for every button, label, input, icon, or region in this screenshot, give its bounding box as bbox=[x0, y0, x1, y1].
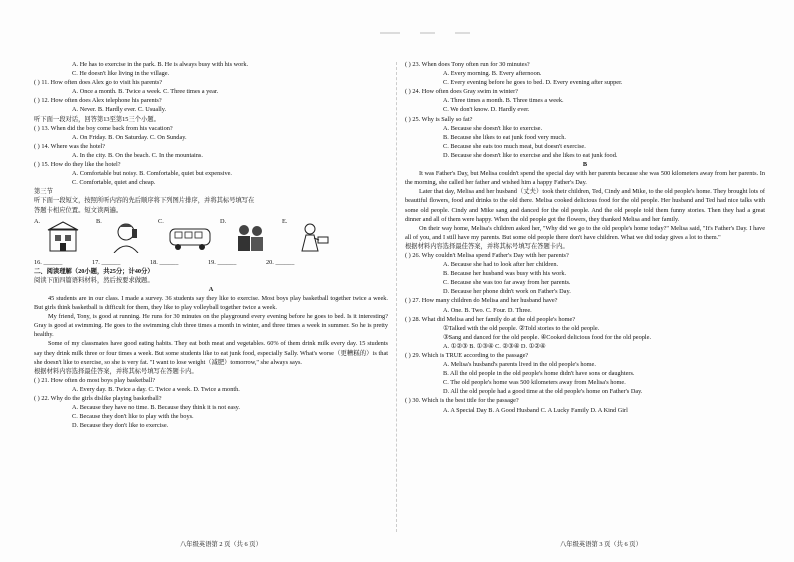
question-line: 听下面一段对话，回答第13至第15三个小题。 bbox=[34, 115, 160, 123]
picture-b bbox=[96, 217, 158, 255]
answer-options: B. Because she likes to eat junk food very much. bbox=[443, 133, 566, 141]
picture-label: B. bbox=[96, 217, 102, 225]
reading-questions-a-cont bbox=[405, 60, 765, 160]
blank-19[interactable]: 19. ______ bbox=[208, 258, 237, 266]
question-line: ( ) 13. When did the boy come back from his vacation? bbox=[34, 124, 173, 132]
question-line: ( ) 26. Why couldn't Melisa spend Father's Day with her parents? bbox=[405, 251, 569, 259]
question-line: ( ) 12. How often does Alex telephone his parents? bbox=[34, 97, 162, 105]
bus-icon bbox=[168, 221, 214, 253]
picture-d bbox=[220, 217, 282, 255]
picture-label: A. bbox=[34, 217, 41, 225]
question-line: 第三节 bbox=[34, 188, 53, 196]
question-line: 听下面一段短文，按照所听内容的先后顺序将下列图片排序，并将其标号填写在 bbox=[34, 197, 255, 205]
question-line: ( ) 11. How often does Alex go to visit his parents? bbox=[34, 79, 163, 87]
question-line: ( ) 30. Which is the best title for the passage? bbox=[405, 397, 519, 405]
building-icon bbox=[44, 221, 84, 253]
answer-options: B. All the old people in the old people's home didn't have sons or daughters. bbox=[443, 370, 635, 378]
answer-options: A. Every morning. B. Every afternoon. bbox=[443, 70, 542, 78]
answer-options: A. Never. B. Hardly ever. C. Usually. bbox=[72, 106, 167, 114]
footer-page-3: 八年级英语第 3 页（共 6 页） bbox=[560, 541, 642, 548]
listening-questions bbox=[34, 60, 388, 215]
answer-options: A. Three times a month. B. Three times a week. bbox=[443, 97, 564, 105]
passage-b-label: B bbox=[582, 161, 588, 169]
answer-options: D. Because her phone didn't work on Father's Day. bbox=[443, 288, 571, 296]
section-note: 阅读下面四篇语料材料，然后按要求做题。 bbox=[34, 276, 154, 284]
answer-options: C. Because she eats too much meat, but doesn't exercise. bbox=[443, 142, 586, 150]
instruction-b: 根据材料内容选择最佳答案，并将其标号填写在答题卡内。 bbox=[405, 242, 569, 250]
answer-options: A. A Special Day B. A Good Husband C. A Lucky Family D. A Kind Girl bbox=[443, 406, 628, 414]
answer-options: A. Because they have no time. B. Because they think it is not easy. bbox=[72, 404, 240, 412]
answer-options: D. Because they don't like to exercise. bbox=[72, 422, 169, 430]
left-column bbox=[34, 60, 388, 430]
blank-17[interactable]: 17. ______ bbox=[92, 258, 121, 266]
blank-18[interactable]: 18. ______ bbox=[150, 258, 179, 266]
answer-options: D. All the old people had a good time at the old people's home on Father's Day. bbox=[443, 388, 643, 396]
cooking-person-icon bbox=[292, 221, 332, 253]
picture-row bbox=[34, 217, 388, 255]
passage-b-para-3: On their way home, Melisa's children asked her, "Why did we go to the old people's home today?" Melisa said, "It's Father's Day. I have all of you, and I still have my parents. But some old people there don't have children. What we did today gives a lot to them." bbox=[405, 224, 765, 241]
answer-options: B. Because her husband was busy with his work. bbox=[443, 270, 567, 278]
question-line: 答题卡相应位置。短文读两遍。 bbox=[34, 206, 123, 214]
passage-a-para-2: My friend, Tony, is good at running. He runs for 30 minutes on the playground every evening before he goes to bed. Is it interesting? Gray is good at swimming. He goes to the swimming club three times a month in winter, and three times a week in summer. So he is pretty healthy. bbox=[34, 313, 388, 339]
picture-label: D. bbox=[220, 217, 227, 225]
question-line: ( ) 21. How often do most boys play basketball? bbox=[34, 376, 156, 384]
picture-e bbox=[282, 217, 344, 255]
picture-a bbox=[34, 217, 96, 255]
answer-options: A. In the city. B. On the beach. C. In the mountains. bbox=[72, 151, 203, 159]
answer-options: A. He has to exercise in the park. B. He is always busy with his work. bbox=[72, 61, 249, 68]
reading-questions-b bbox=[405, 251, 765, 415]
picture-label: E. bbox=[282, 217, 288, 225]
answer-options: ①Talked with the old people. ②Told stories to the old people. bbox=[443, 324, 600, 332]
answer-options: C. Every evening before he goes to bed. D. Every evening after supper. bbox=[443, 79, 623, 87]
answer-blanks bbox=[34, 258, 388, 267]
answer-options: A. On Friday. B. On Saturday. C. On Sunday. bbox=[72, 133, 187, 141]
question-line: ( ) 28. What did Melisa and her family do at the old people's home? bbox=[405, 315, 576, 323]
answer-options: C. He doesn't like living in the village. bbox=[72, 70, 170, 78]
passage-b-para-2: Later that day, Melisa and her husband（丈夫）took their children, Ted, Cindy and Mike, to the old people's home. They brought lots of beautiful flowers, food and drinks to the old there. Melisa cooked delicious food for the old people. Her husband and Ted had nice talks with some old people. Cindy and Mike sang and danced for the old people. And the old people told them funny stories. Then they had a great dinner and all of them were happy. When the old people got the flowers, they thanked Melisa and her family. bbox=[405, 188, 765, 223]
answer-options: C. Because they don't like to play with the boys. bbox=[72, 413, 194, 421]
answer-options: D. Because she doesn't like to exercise and she likes to eat junk food. bbox=[443, 151, 618, 159]
footer-page-2: 八年级英语第 2 页（共 6 页） bbox=[180, 541, 262, 548]
person-phone-icon bbox=[106, 221, 146, 253]
answer-options: A. Melisa's husband's parents lived in the old people's home. bbox=[443, 361, 596, 369]
passage-a-para-3: Some of my classmates have good eating habits. They eat both meat and vegetables. 60% of them drink milk every day. 15 students say they drink milk three or four times a week. But some students like to eat junk food, especially Sally. What's worse（更糟糕的）is that she doesn't like to exercise, so she is very fat. "I want to lose weight（减肥）tomorrow," she always says. bbox=[34, 340, 388, 366]
answer-options: A. Every day. B. Twice a day. C. Twice a week. D. Twice a month. bbox=[72, 385, 240, 393]
blank-16[interactable]: 16. ______ bbox=[34, 258, 63, 266]
answer-options: A. Because she had to look after her children. bbox=[443, 261, 559, 269]
answer-options: A. ①②③ B. ①③④ C. ②③④ D. ①②④ bbox=[443, 342, 546, 350]
right-column bbox=[405, 60, 765, 415]
people-icon bbox=[230, 221, 270, 253]
instruction-a: 根据材料内容选择最佳答案，并将其标号填写在答题卡内。 bbox=[34, 367, 198, 375]
answer-options: C. Because she was too far away from her parents. bbox=[443, 279, 571, 287]
answer-options: A. Because she doesn't like to exercise. bbox=[443, 124, 543, 132]
reading-questions-a bbox=[34, 376, 388, 431]
question-line: ( ) 15. How do they like the hotel? bbox=[34, 161, 121, 169]
question-line: ( ) 22. Why do the girls dislike playing basketball? bbox=[34, 395, 162, 402]
answer-options: C. The old people's home was 500 kilometers away from Melisa's home. bbox=[443, 379, 626, 387]
answer-options: ③Sang and danced for the old people. ④Cooked delicious food for the old people. bbox=[443, 333, 652, 341]
answer-options: A. One. B. Two. C. Four. D. Three. bbox=[443, 306, 532, 314]
passage-a-label: A bbox=[208, 285, 214, 293]
question-line: ( ) 27. How many children do Melisa and her husband have? bbox=[405, 297, 558, 305]
picture-label: C. bbox=[158, 217, 164, 225]
scan-mark bbox=[380, 22, 470, 24]
passage-a-para-1: 45 students are in our class. I made a survey. 36 students say they like to exercise. Most boys play basketball together twice a week. But girls think basketball is difficult for them, they like to play volleyball together twice a week. bbox=[34, 294, 388, 312]
question-line: ( ) 25. Why is Sally so fat? bbox=[405, 115, 473, 123]
column-divider bbox=[396, 62, 397, 532]
answer-options: C. We don't know. D. Hardly ever. bbox=[443, 106, 530, 114]
section-title: 二、阅读理解（20小题，共25分；计40分） bbox=[34, 267, 154, 275]
question-line: ( ) 23. When does Tony often run for 30 minutes? bbox=[405, 61, 530, 68]
blank-20[interactable]: 20. ______ bbox=[266, 258, 295, 266]
question-line: ( ) 29. Which is TRUE according to the passage? bbox=[405, 352, 529, 359]
answer-options: A. Once a month. B. Twice a week. C. Three times a year. bbox=[72, 88, 219, 96]
passage-b-para-1: It was Father's Day, but Melisa couldn't spend the special day with her parents because she was 500 kilometers away from her parents. In the morning, she called her father and wished him a happy Father's Day. bbox=[405, 170, 765, 187]
picture-c bbox=[158, 217, 220, 255]
question-line: ( ) 24. How often does Gray swim in winter? bbox=[405, 88, 518, 96]
answer-options: A. Comfortable but noisy. B. Comfortable, quiet but expensive. bbox=[72, 170, 232, 178]
answer-options: C. Comfortable, quiet and cheap. bbox=[72, 179, 156, 187]
question-line: ( ) 14. Where was the hotel? bbox=[34, 142, 106, 150]
